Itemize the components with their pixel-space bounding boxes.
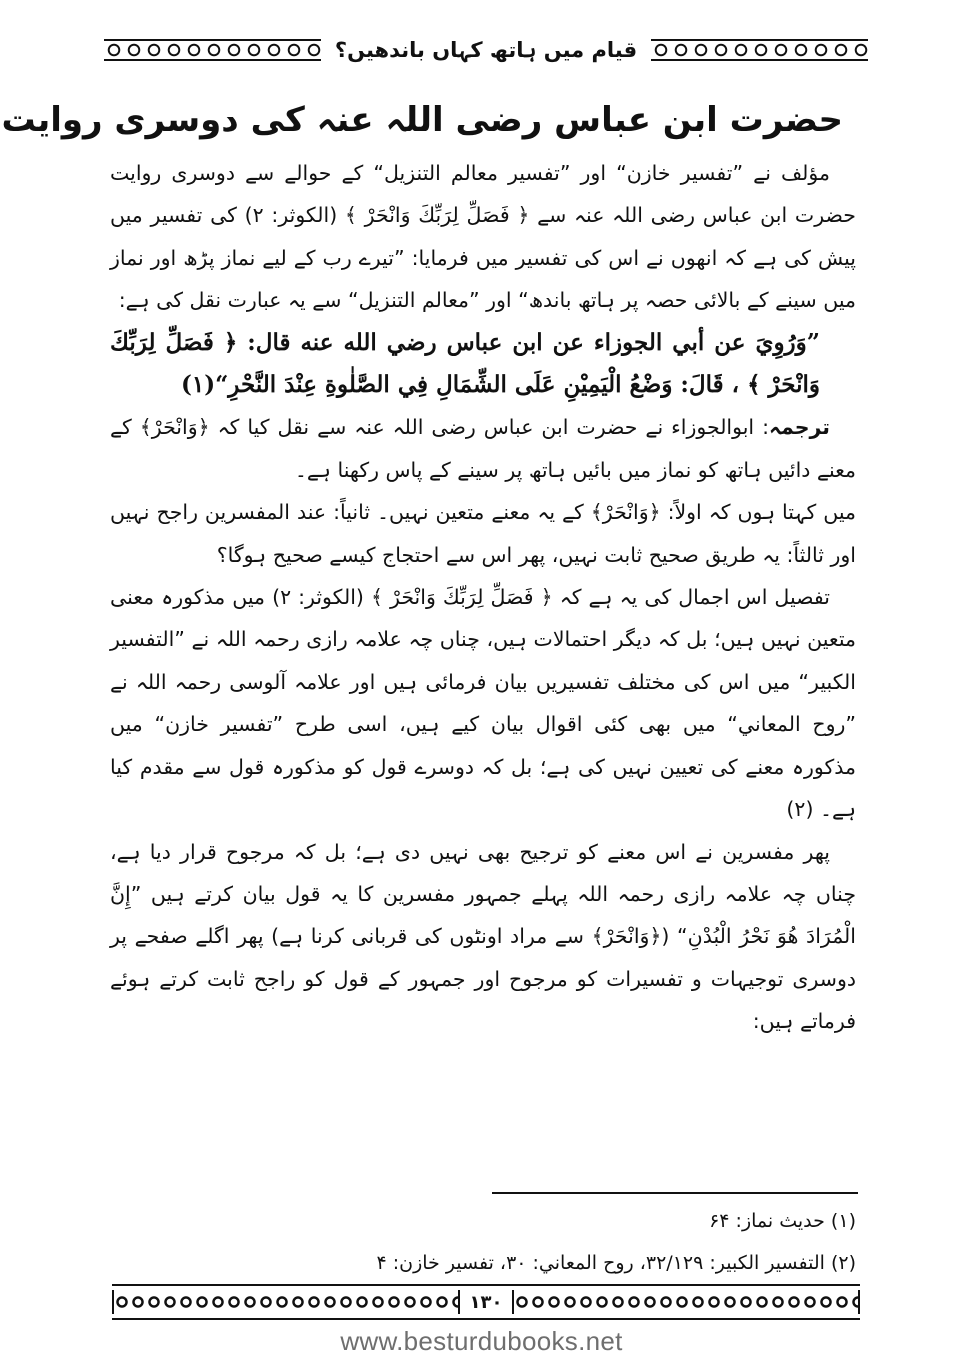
footer-ornament-right <box>512 1290 860 1314</box>
footnotes <box>110 1200 856 1284</box>
watermark-url[interactable]: www.besturdubooks.net <box>340 1326 623 1356</box>
section-heading: حضرت ابن عباس رضی اللہ عنہ کی دوسری روایت <box>1 100 843 140</box>
running-footer <box>112 1284 860 1320</box>
translation-label: ترجمہ <box>769 415 830 440</box>
translation-text: : ابوالجوزاء نے حضرت ابن عباس رضی اللہ عنہ سے نقل کیا کہ ﴿وَانْحَرْ﴾ کے معنے دائیں ہاتھ کو نماز میں بائیں ہاتھ پر سینے کے پاس رکھنا ہے۔ <box>110 415 856 482</box>
paragraph-3: تفصیل اس اجمال کی یہ ہے کہ ﴿ فَصَلِّ لِرَبِّكَ وَانْحَرْ ﴾ (الکوثر: ۲) میں مذکورہ معنی متعین نہیں ہیں؛ بل کہ دیگر احتمالات ہیں، چناں چہ علامہ رازی رحمہ اللہ نے ”التفسیر الکبیر“ میں اس کی مختلف تفسیریں بیان فرمائی ہیں اور علامہ آلوسی رحمہ اللہ نے ”روح المعاني“ میں بھی کئی اقوال بیان کیے ہیں، اسی طرح ”تفسیر خازن“ میں مذکورہ معنے کی تعیین نہیں کی ہے؛ بل کہ دوسرے قول کو مذکورہ قول سے مقدم کیا ہے۔ (۲) <box>110 585 856 822</box>
footnote-1: (۱) حدیث نماز: ۶۴ <box>709 1210 856 1232</box>
footer-ornament-left <box>112 1290 460 1314</box>
paragraph-4: پھر مفسرین نے اس معنے کو ترجیح بھی نہیں دی ہے؛ بل کہ مرجوح قرار دیا ہے، چناں چہ علامہ رازی رحمہ اللہ پہلے جمہور مفسرین کا یہ قول بیان کرتے ہیں ”إِنَّ الْمُرَادَ هُوَ نَحْرُ الْبُدْنِ“ (﴿وَانْحَرْ﴾ سے مراد اونٹوں کی قربانی کرنا ہے) پھر اگلے صفحے پر دوسری توجیہات و تفسیرات کو مرجوح اور جمہور کے قول کو راجح ثابت کرتے ہوئے فرماتے ہیں: <box>110 839 856 1034</box>
running-header <box>104 30 868 70</box>
footnote-rule <box>492 1192 858 1194</box>
arabic-quote: ”وَرُوِيَ عن أبي الجوزاء عن ابن عباس رضي الله عنه قال: ﴿ فَصَلِّ لِرَبِّكَ وَانْحَرْ ﴾ ، قَالَ: وَضْعُ الْيَمِيْنِ عَلَى الشِّمَالِ فِي الصَّلٰوةِ عِنْدَ النَّحْرِ“(۱) <box>110 328 820 399</box>
translation-paragraph <box>110 406 856 491</box>
body-text <box>110 152 856 1043</box>
paragraph-2: میں کہتا ہوں کہ اولاً: ﴿وَانْحَرْ﴾ کے یہ معنے متعین نہیں۔ ثانیاً: عند المفسرین راجح نہیں اور ثالثاً: یہ طریق صحیح ثابت نہیں، پھر اس سے احتجاج کیسے صحیح ہوگا؟ <box>110 500 856 567</box>
running-title: قیام میں ہاتھ کہاں باندھیں؟ <box>334 38 638 62</box>
footnote-2: (۲) التفسیر الکبیر: ۳۲/۱۲۹، روح المعاني: ۳۰، تفسیر خازن: ۴ <box>376 1252 856 1274</box>
paragraph-1: مؤلف نے ”تفسیر خازن“ اور ”تفسیر معالم التنزیل“ کے حوالے سے دوسری روایت حضرت ابن عباس رضی اللہ عنہ سے ﴿ فَصَلِّ لِرَبِّكَ وَانْحَرْ ﴾ (الکوثر: ۲) کی تفسیر میں پیش کی ہے کہ انھوں نے اس کی تفسیر میں فرمایا: ”تیرے رب کے لیے نماز پڑھ اور نماز میں سینے کے بالائی حصہ پر ہاتھ باندھ“ اور ”معالم التنزیل“ سے یہ عبارت نقل کی ہے: <box>110 161 856 313</box>
header-ornament-right <box>651 37 868 63</box>
header-ornament-left <box>104 37 321 63</box>
page-number: ۱۳۰ <box>469 1291 503 1313</box>
